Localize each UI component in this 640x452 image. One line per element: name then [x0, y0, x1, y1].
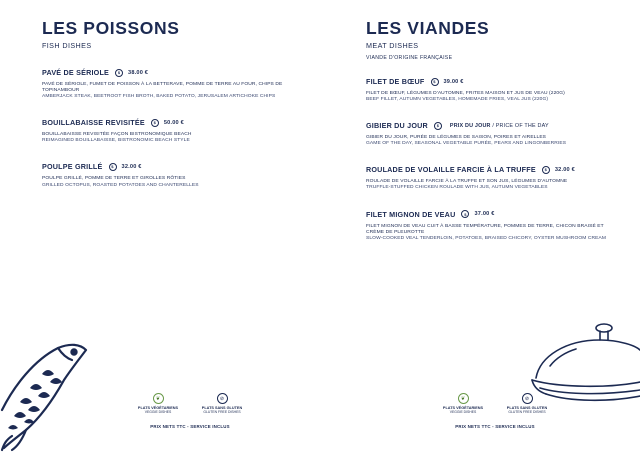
- dish-name: ROULADE DE VOLAILLE FARCIE À LA TRUFFE: [366, 165, 536, 175]
- fish-illustration: [0, 340, 90, 452]
- menu-item: [42, 162, 296, 188]
- dish-price-en: / PRICE OF THE DAY: [492, 122, 549, 129]
- dish-description-en: GRILLED OCTOPUS, ROASTED POTATOES AND CHANTERELLES: [42, 182, 199, 188]
- gluten-free-icon: ⊘: [217, 393, 228, 404]
- dish-description-fr: GIBIER DU JOUR, PURÉE DE LÉGUMES DE SAISON, POIRES ET AIRELLES: [366, 135, 547, 141]
- menu-item: [366, 121, 616, 147]
- dish-price: 39.00 €: [443, 78, 464, 85]
- veg-label: PLATS VÉGÉTARIENS: [137, 406, 179, 410]
- dish-description-en: TRUFFLE-STUFFED CHICKEN ROULADE WITH JUS, AUTUMN VEGETABLES: [366, 185, 548, 191]
- veg-label: PLATS VÉGÉTARIENS: [442, 406, 484, 410]
- gf-label-en: GLUTEN FREE DISHES: [508, 410, 546, 414]
- cloche-illustration: [530, 318, 640, 414]
- dish-description-en: GAME OF THE DAY, SEASONAL VEGETABLE PURÉE, PEARS AND LINGONBERRIES: [366, 141, 567, 147]
- price-note: PRIX NETS TTC - SERVICE INCLUS: [455, 424, 535, 429]
- section-subtitle: MEAT DISHES: [366, 41, 419, 50]
- gf-label: PLATS SANS GLUTEN: [201, 406, 243, 410]
- menu-item: [366, 77, 616, 103]
- dish-description-fr: BOUILLABAISSE REVISITÉE FAÇON BISTRONOMIQUE BEACH: [42, 132, 192, 138]
- leaf-icon: ❦: [153, 393, 164, 404]
- gf-label-en: GLUTEN FREE DISHES: [203, 410, 241, 414]
- menu-item: [366, 210, 616, 242]
- leaf-icon: ❦: [458, 393, 469, 404]
- menu-item: [42, 118, 296, 144]
- dish-description-en: AMBERJACK STEAK, BEETROOT FISH BROTH, BAKED POTATO, JERUSALEM ARTICHOKE CHIPS: [42, 94, 276, 100]
- dish-description-en: BEEF FILLET, AUTUMN VEGETABLES, HOMEMADE FRIES, VEAL JUS (220G): [366, 97, 549, 103]
- dish-price: PRIX DU JOUR: [449, 122, 491, 129]
- price-tag-icon: $: [151, 119, 159, 127]
- dish-description-en: SLOW-COOKED VEAL TENDERLOIN, POTATOES, BRAISED CHICORY, OYSTER MUSHROOM CREAM: [366, 235, 607, 241]
- price-tag-icon: $: [115, 69, 123, 77]
- dish-description-en: REIMAGINED BOUILLABAISSE, BISTRONOMIC BEACH STYLE: [42, 138, 190, 144]
- gf-label: PLATS SANS GLUTEN: [506, 406, 548, 410]
- dish-price: 37.00 €: [474, 211, 495, 218]
- price-note: PRIX NETS TTC - SERVICE INCLUS: [150, 424, 230, 429]
- dish-description-fr: FILET DE BŒUF, LÉGUMES D'AUTOMNE, FRITES MAISON ET JUS DE VEAU (220G): [366, 91, 565, 96]
- dish-name: FILET DE BŒUF: [366, 77, 425, 86]
- price-tag-icon: $: [542, 166, 550, 174]
- dish-description-fr: FILET MIGNON DE VEAU CUIT À BASSE TEMPÉRATURE, POMMES DE TERRE, CHICON BRAISÉ ET CRÈME DE PLEUROTTE: [366, 223, 604, 235]
- price-tag-icon: $: [434, 122, 442, 130]
- menu-item: [366, 165, 616, 191]
- dish-description-fr: PAVÉ DE SÉRIOLE, FUMET DE POISSON À LA BETTERAVE, POMME DE TERRE AU FOUR, CHIPS DE TOPINAMBOUR: [42, 82, 283, 94]
- dish-price: 32.00 €: [554, 166, 575, 173]
- dish-price: 38.00 €: [128, 69, 149, 76]
- dish-description-fr: ROULADE DE VOLAILLE FARCIE À LA TRUFFE ET SON JUS, LÉGUMES D'AUTOMNE: [366, 179, 568, 185]
- dish-name: FILET MIGNON DE VEAU: [366, 209, 456, 219]
- price-tag-icon: $: [109, 163, 117, 171]
- section-subtitle: FISH DISHES: [42, 41, 92, 50]
- veg-label-en: VEGGIE DISHES: [449, 410, 477, 414]
- veg-label-en: VEGGIE DISHES: [144, 410, 172, 414]
- dietary-legend: [120, 393, 260, 429]
- dish-price: 32.00 €: [121, 163, 142, 170]
- dish-price: 50.00 €: [163, 119, 184, 126]
- price-tag-icon: $: [431, 78, 439, 86]
- origin-note: VIANDE D'ORIGINE FRANÇAISE: [366, 55, 453, 61]
- dish-name: BOUILLABAISSE REVISITÉE: [42, 118, 145, 128]
- dish-description-fr: POULPE GRILLÉ, POMME DE TERRE ET GIROLLES RÔTIES: [42, 176, 186, 182]
- dish-name: POULPE GRILLÉ: [42, 162, 103, 172]
- price-tag-icon: $: [461, 210, 469, 218]
- dish-name: PAVÉ DE SÉRIOLE: [42, 68, 110, 77]
- dish-name: GIBIER DU JOUR: [366, 121, 428, 131]
- menu-item: [42, 68, 296, 100]
- section-title: LES VIANDES: [366, 18, 490, 38]
- section-title: LES POISSONS: [42, 18, 180, 38]
- gluten-free-icon: ⊘: [522, 393, 533, 404]
